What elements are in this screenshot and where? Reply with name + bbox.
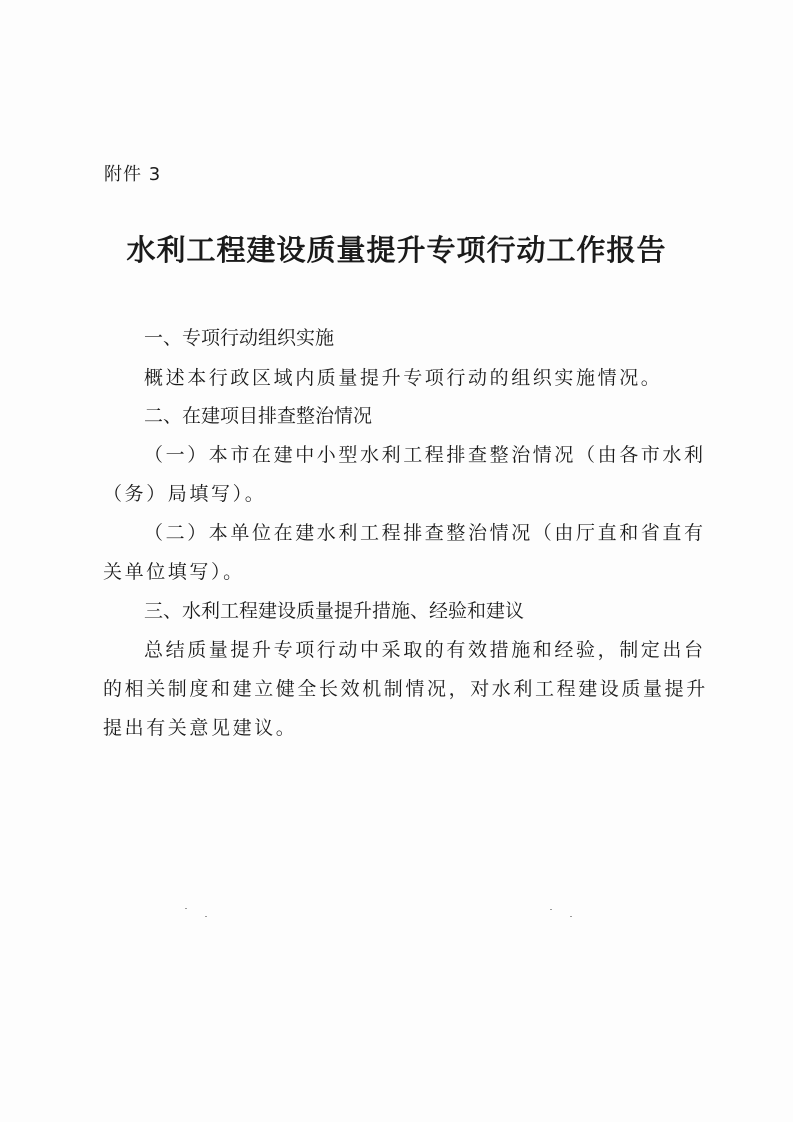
section-1-heading: 一、专项行动组织实施 <box>144 327 335 349</box>
section-2-item-2-line-2: 关单位填写）。 <box>103 561 245 583</box>
section-3-body-line-1: 总结质量提升专项行动中采取的有效措施和经验，制定出台 <box>144 639 706 661</box>
section-2-item-1-line-1: （一）本市在建中小型水利工程排查整治情况（由各市水利 <box>144 444 706 466</box>
document-title: 水利工程建设质量提升专项行动工作报告 <box>126 233 667 267</box>
section-3-body-line-3: 提出有关意见建议。 <box>103 717 298 739</box>
attachment-label: 附件 3 <box>104 164 162 185</box>
section-1-body: 概述本行政区域内质量提升专项行动的组织实施情况。 <box>144 367 663 389</box>
section-2-heading: 二、在建项目排查整治情况 <box>144 405 373 427</box>
section-2-item-2-line-1: （二）本单位在建水利工程排查整治情况（由厅直和省直有 <box>144 522 706 544</box>
section-3-body-line-2: 的相关制度和建立健全长效机制情况，对水利工程建设质量提升 <box>103 678 708 700</box>
scan-speck <box>550 909 552 910</box>
scan-speck <box>205 916 207 917</box>
section-2-item-1-line-2: （务）局填写）。 <box>103 483 267 505</box>
scan-speck <box>570 916 572 917</box>
section-3-heading: 三、水利工程建设质量提升措施、经验和建议 <box>144 600 525 622</box>
scan-speck <box>185 908 187 909</box>
